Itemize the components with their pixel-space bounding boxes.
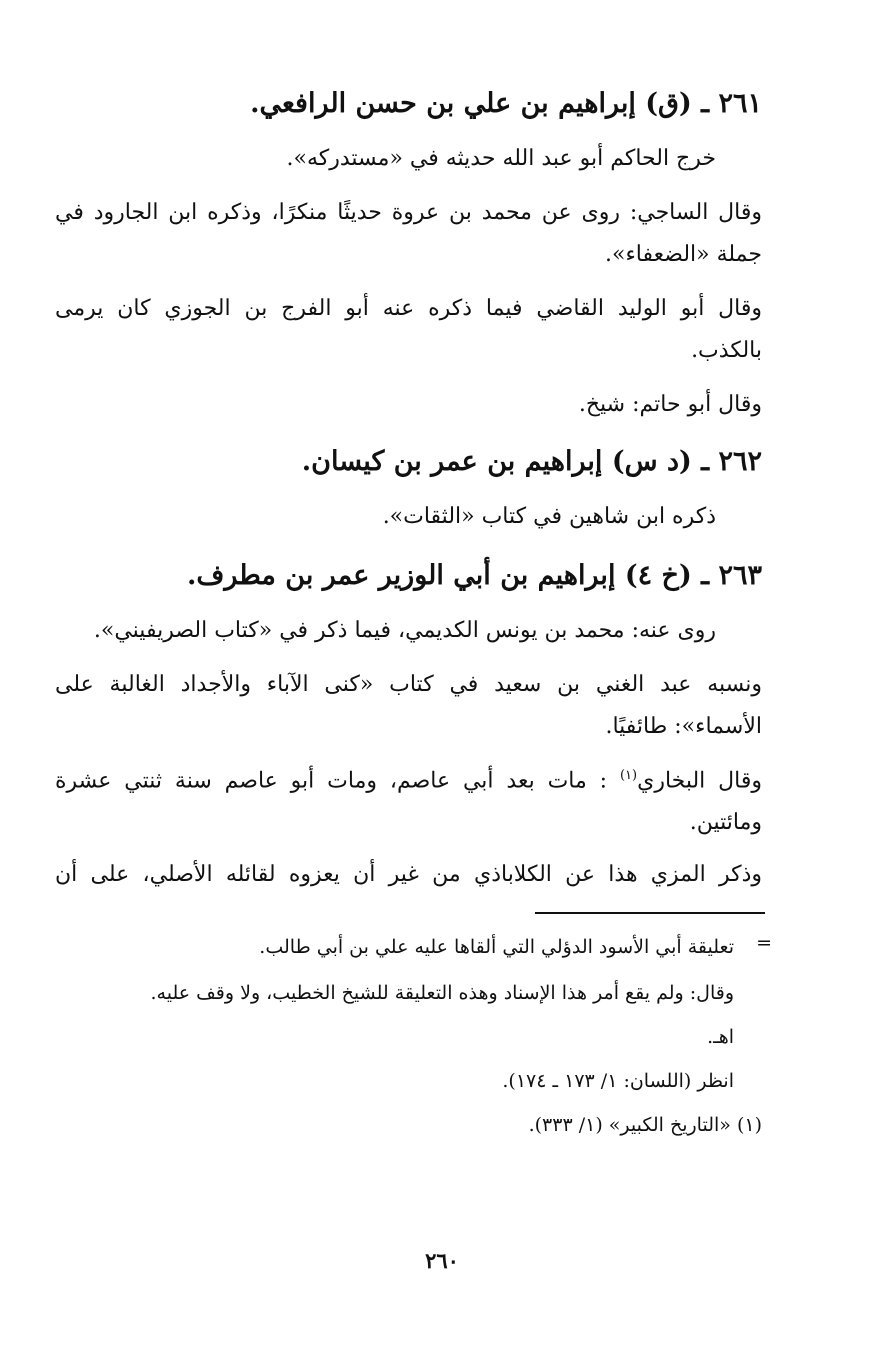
- entry-text-fragment: : مات بعد أبي عاصم، ومات أبو عاصم سنة ثنتي عشرة: [55, 768, 608, 794]
- footnote-line: (١) «التاريخ الكبير» (١/ ٣٣٣).: [528, 1114, 762, 1136]
- entry-text-line: روى عنه: محمد بن يونس الكديمي، فيما ذكر في «كتاب الصريفيني».: [93, 618, 716, 643]
- entry-text-line: ومائتين.: [689, 810, 762, 835]
- entry-text-line: جملة «الضعفاء».: [605, 242, 762, 267]
- entry-text-line: ونسبه عبد الغني بن سعيد في كتاب «كنى الآباء والأجداد الغالبة على: [55, 672, 762, 697]
- entry-heading-263: ٢٦٣ ـ (خ ٤) إبراهيم بن أبي الوزير عمر بن مطرف.: [186, 560, 762, 591]
- entry-text-line: ذكره ابن شاهين في كتاب «الثقات».: [382, 504, 716, 529]
- entry-text-line: وقال الساجي: روى عن محمد بن عروة حديثًا منكرًا، وذكره ابن الجارود في: [55, 200, 762, 225]
- footnote-reference: (١): [619, 768, 638, 783]
- footnote-line: اهـ.: [707, 1026, 734, 1048]
- entry-heading-261: ٢٦١ ـ (ق) إبراهيم بن علي بن حسن الرافعي.: [250, 88, 762, 119]
- footnote-line: انظر (اللسان: ١/ ١٧٣ ـ ١٧٤).: [502, 1070, 734, 1092]
- entry-text-line: وذكر المزي هذا عن الكلاباذي من غير أن يعزوه لقائله الأصلي، على أن: [55, 862, 762, 887]
- entry-text-fragment: وقال البخاري: [637, 768, 762, 794]
- entry-text-line: وقال أبو الوليد القاضي فيما ذكره عنه أبو الفرج بن الجوزي كان يرمى: [55, 296, 762, 321]
- footnote-line: تعليقة أبي الأسود الدؤلي التي ألقاها عليه علي بن أبي طالب.: [259, 936, 734, 958]
- entry-heading-262: ٢٦٢ ـ (د س) إبراهيم بن عمر بن كيسان.: [301, 446, 762, 477]
- entry-text-line: بالكذب.: [691, 338, 762, 363]
- entry-text-line: الأسماء»: طائفيًا.: [605, 714, 762, 739]
- entry-text-line-with-footnote: [55, 768, 762, 793]
- footnote-line: وقال: ولم يقع أمر هذا الإسناد وهذه التعليقة للشيخ الخطيب، ولا وقف عليه.: [150, 982, 734, 1004]
- entry-text-line: وقال أبو حاتم: شيخ.: [578, 392, 762, 417]
- footnote-continuation-mark: =: [756, 932, 772, 954]
- entry-text-line: خرج الحاكم أبو عبد الله حديثه في «مستدركه».: [286, 146, 716, 171]
- footnote-separator: [535, 912, 765, 914]
- page-number: ٢٦٠: [425, 1248, 459, 1273]
